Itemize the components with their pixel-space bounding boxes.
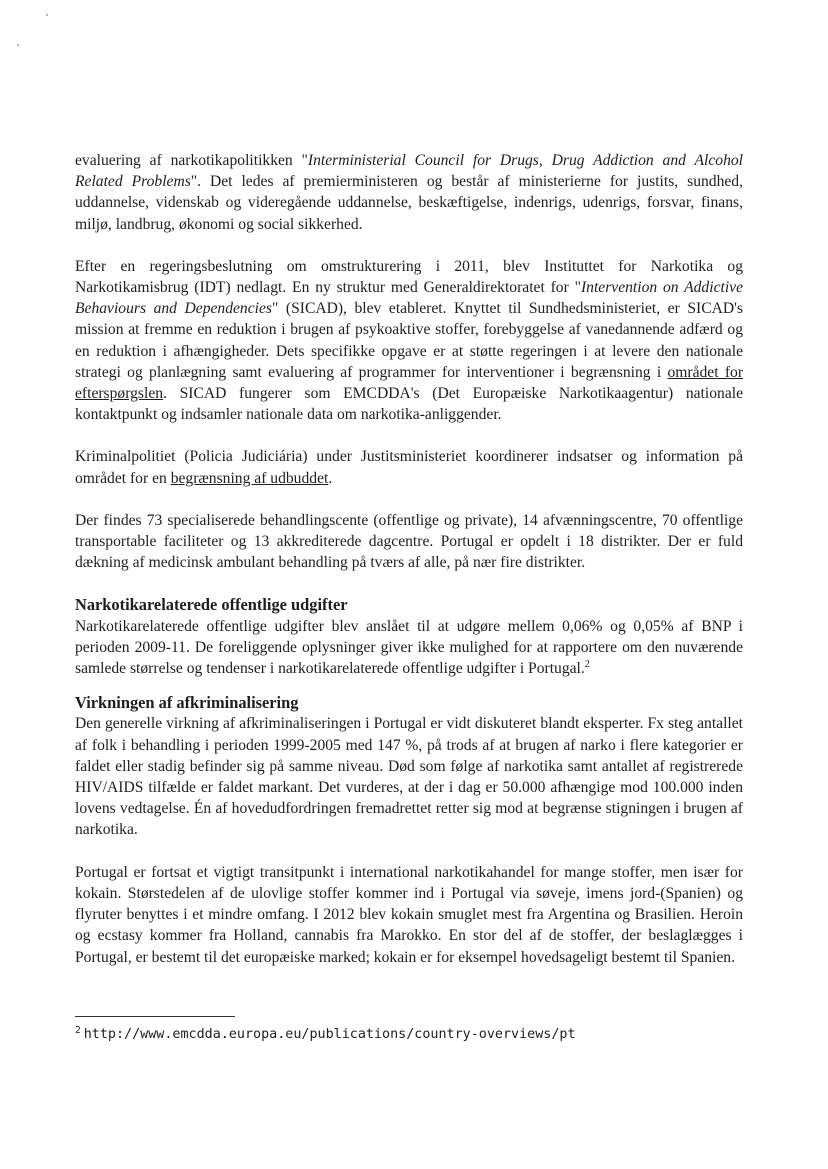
paragraph-expenditure bbox=[75, 616, 743, 680]
paragraph-text: evaluering af narkotikapolitikken " bbox=[75, 152, 308, 169]
footnote bbox=[75, 1026, 576, 1044]
paragraph-police bbox=[75, 446, 743, 488]
paragraph-treatment: Der findes 73 specialiserede behandlingscente (offentlige og private), 14 afvænningscentre, 70 offentlige transportable faciliteter og 13 akkrediterede dagcentre. Portugal er opdelt i 18 distrikter. Der er fuld dækning af medicinsk ambulant behandling på tværs af alle, på nær fire distrikter. bbox=[75, 511, 743, 572]
paragraph-text: Kriminalpolitiet (Policia Judiciária) under Justitsministeriet koordinerer indsatser og information på området for en bbox=[75, 448, 743, 487]
paragraph-sicad bbox=[75, 256, 743, 426]
scan-speck bbox=[46, 14, 48, 16]
paragraph-committee bbox=[75, 150, 743, 235]
footnote-url: http://www.emcdda.europa.eu/publications/country-overviews/pt bbox=[83, 1027, 576, 1042]
paragraph-transit: Portugal er fortsat et vigtigt transitpunkt i international narkotikahandel for mange stoffer, men især for kokain. Størstedelen af de ulovlige stoffer kommer ind i Portugal via søveje, imens jord-(Spanien) og flyruter benyttes i et mindre omfang. I 2012 blev kokain smuglet mest fra Argentina og Brasilien. Heroin og ecstasy kommer fra Holland, cannabis fra Marokko. En stor del af de stoffer, der beslaglægges i Portugal, er bestemt til det europæiske marked; kokain er for eksempel hovedsageligt bestemt til Spanien. bbox=[75, 863, 743, 966]
footnote-reference: 2 bbox=[584, 658, 590, 670]
directorate-name: Intervention on Addictive Behaviours and Dependencies bbox=[75, 279, 743, 318]
footnote-number: 2 bbox=[75, 1024, 81, 1036]
section-heading-decriminalisation: Virkningen af afkriminalisering bbox=[75, 693, 299, 713]
paragraph-effects: Den generelle virkning af afkriminaliseringen i Portugal er vidt diskuteret blandt eksperter. Fx steg antallet af folk i behandling i perioden 1999-2005 med 147 %, på trods af at brugen af narko i flere kategorier er faldet eller stadig befinder sig på samme niveau. Død som følge af narkotika samt antallet af registrerede HIV/AIDS tilfælde er faldet markant. Det vurderes, at der i dag er 50.000 afhængige mod 100.000 inden lovens vedtagelse. Én af hovedudfordringen fremadrettet retter sig mod at begrænse stigningen i brugen af narkotika. bbox=[75, 715, 743, 839]
scan-speck bbox=[17, 44, 19, 46]
council-name: Interministerial Council for Drugs, Drug Addiction and Alcohol Related Problems bbox=[75, 152, 743, 191]
underlined-phrase: begrænsning af udbuddet bbox=[170, 469, 329, 487]
paragraph-text: Efter en regeringsbeslutning om omstrukturering i 2011, blev Instituttet for Narkotika og Narkotikamisbrug (IDT) nedlagt. En ny struktur med Generaldirektoratet for " bbox=[75, 257, 743, 297]
paragraph-text: " (SICAD), blev etableret. Knyttet til Sundhedsministeriet, er SICAD's mission at fremme en reduktion i brugen af psykoaktive stoffer, forebyggelse af vanedannende adfærd og en reduktion i afhængigheder. Dets specifikke opgave er at støtte regeringen i at levere den nationale strategi og planlægning samt evaluering af programmer for interventioner i begrænsning i bbox=[75, 300, 743, 381]
paragraph-text: . bbox=[328, 469, 333, 487]
body-text bbox=[75, 150, 743, 989]
underlined-phrase: området for efterspørgslen bbox=[75, 363, 744, 403]
section-heading-expenditure: Narkotikarelaterede offentlige udgifter bbox=[75, 595, 348, 615]
paragraph-text: ". Det ledes af premierministeren og består af ministerierne for justits, sundhed, uddannelse, videnskab og videregående uddannelse, beskæftigelse, indenrigs, udenrigs, forsvar, finans, miljø, landbrug, økonomi og social sikkerhed. bbox=[75, 173, 743, 233]
paragraph-text: Narkotikarelaterede offentlige udgifter blev anslået til at udgøre mellem 0,06% og 0,05% af BNP i perioden 2009-11. De foreliggende oplysninger giver ikke mulighed for at rapportere om den nuværende samlede størrelse og tendenser i narkotikarelaterede offentlige udgifter i Portugal. bbox=[75, 617, 743, 678]
paragraph-text: . SICAD fungerer som EMCDDA's (Det Europæiske Narkotikaagentur) nationale kontaktpunkt og indsamler nationale data om narkotika-anliggender. bbox=[75, 385, 743, 424]
footnote-divider bbox=[75, 1016, 235, 1017]
